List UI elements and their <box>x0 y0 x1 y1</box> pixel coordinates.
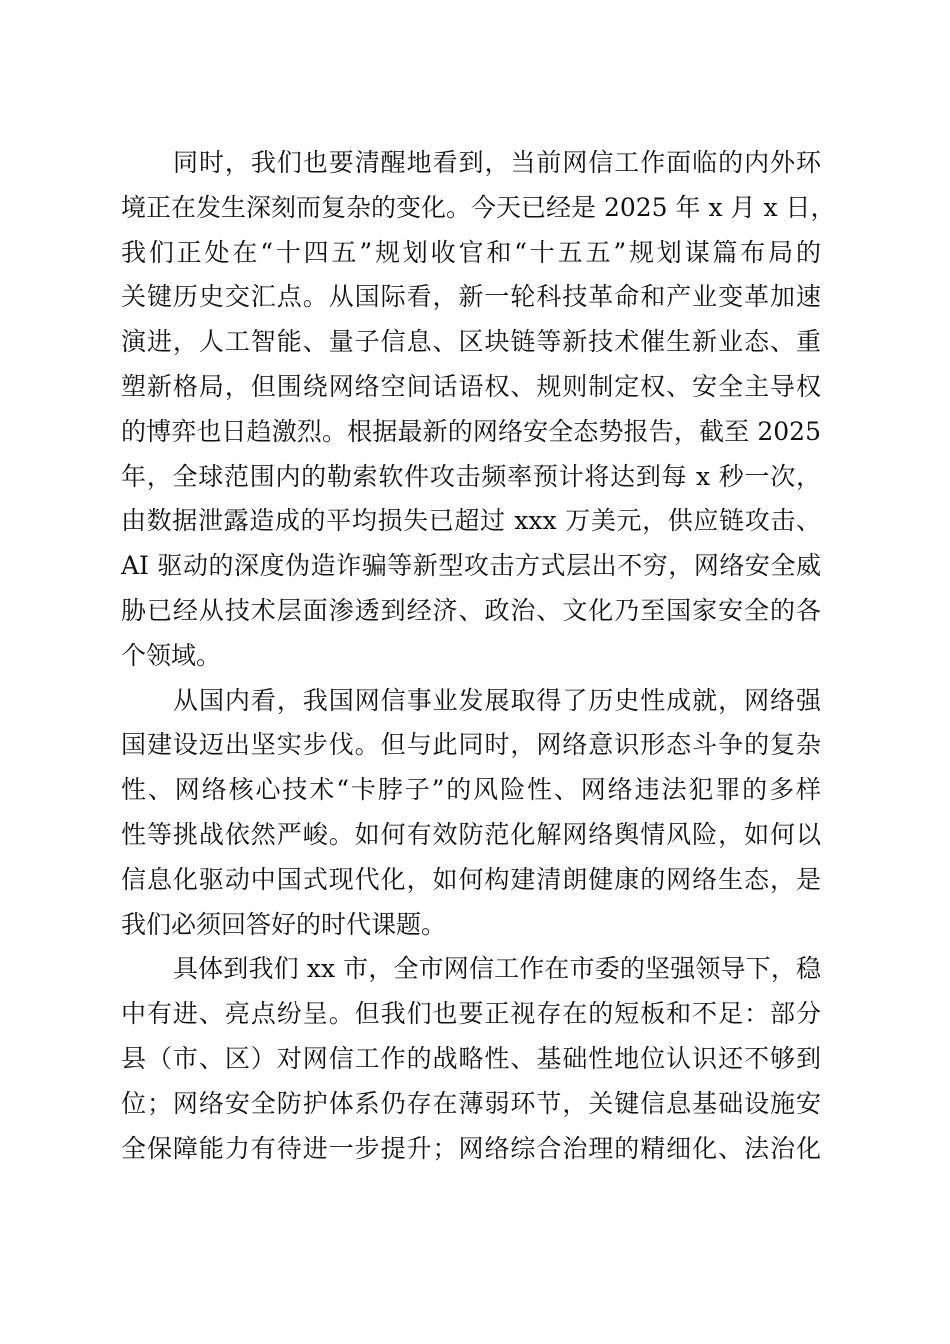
document-body <box>121 141 836 1171</box>
text-line: 县（市、区）对网信工作的战略性、基础性地位认识还不够到 <box>121 1043 821 1073</box>
text-line: 中有进、亮点纷呈。但我们也要正视存在的短板和不足：部分 <box>121 999 821 1029</box>
text-line: 位；网络安全防护体系仍存在薄弱环节，关键信息基础设施安 <box>121 1088 821 1118</box>
text-line: AI 驱动的深度伪造诈骗等新型攻击方式层出不穷，网络安全威 <box>121 551 821 581</box>
text-line: 塑新格局，但围绕网络空间话语权、规则制定权、安全主导权 <box>121 371 821 401</box>
text-line: 演进，人工智能、量子信息、区块链等新技术催生新业态、重 <box>121 327 821 357</box>
text-line: 胁已经从技术层面渗透到经济、政治、文化乃至国家安全的各 <box>121 595 821 625</box>
text-line: 我们必须回答好的时代课题。 <box>121 909 447 939</box>
paragraph <box>121 679 821 948</box>
text-line: 年，全球范围内的勒索软件攻击频率预计将达到每 x 秒一次， <box>121 461 821 491</box>
paragraph <box>121 141 836 679</box>
text-line: 关键历史交汇点。从国际看，新一轮科技革命和产业变革加速 <box>121 282 821 312</box>
text-line: 我们正处在“十四五”规划收官和“十五五”规划谋篇布局的 <box>121 237 821 267</box>
text-line: 国建设迈出坚实步伐。但与此同时，网络意识形态斗争的复杂 <box>121 730 821 760</box>
text-line: 同时，我们也要清醒地看到，当前网信工作面临的内外环 <box>173 148 821 177</box>
text-line: 性、网络核心技术“卡脖子”的风险性、网络违法犯罪的多样 <box>121 775 821 805</box>
text-line: 个领域。 <box>121 640 222 670</box>
text-line: 全保障能力有待进一步提升；网络综合治理的精细化、法治化 <box>121 1133 821 1163</box>
text-line: 从国内看，我国网信事业发展取得了历史性成就，网络强 <box>173 685 821 715</box>
paragraph <box>121 947 821 1171</box>
text-line: 具体到我们 xx 市，全市网信工作在市委的坚强领导下，稳 <box>173 954 821 984</box>
text-line: 由数据泄露造成的平均损失已超过 xxx 万美元，供应链攻击、 <box>121 506 821 536</box>
text-line: 境正在发生深刻而复杂的变化。今天已经是 2025 年 x 月 x 日， <box>121 192 836 222</box>
text-line: 的博弈也日趋激烈。根据最新的网络安全态势报告，截至 2025 <box>121 416 821 446</box>
text-line: 性等挑战依然严峻。如何有效防范化解网络舆情风险，如何以 <box>121 819 821 849</box>
text-line: 信息化驱动中国式现代化，如何构建清朗健康的网络生态，是 <box>121 864 821 894</box>
